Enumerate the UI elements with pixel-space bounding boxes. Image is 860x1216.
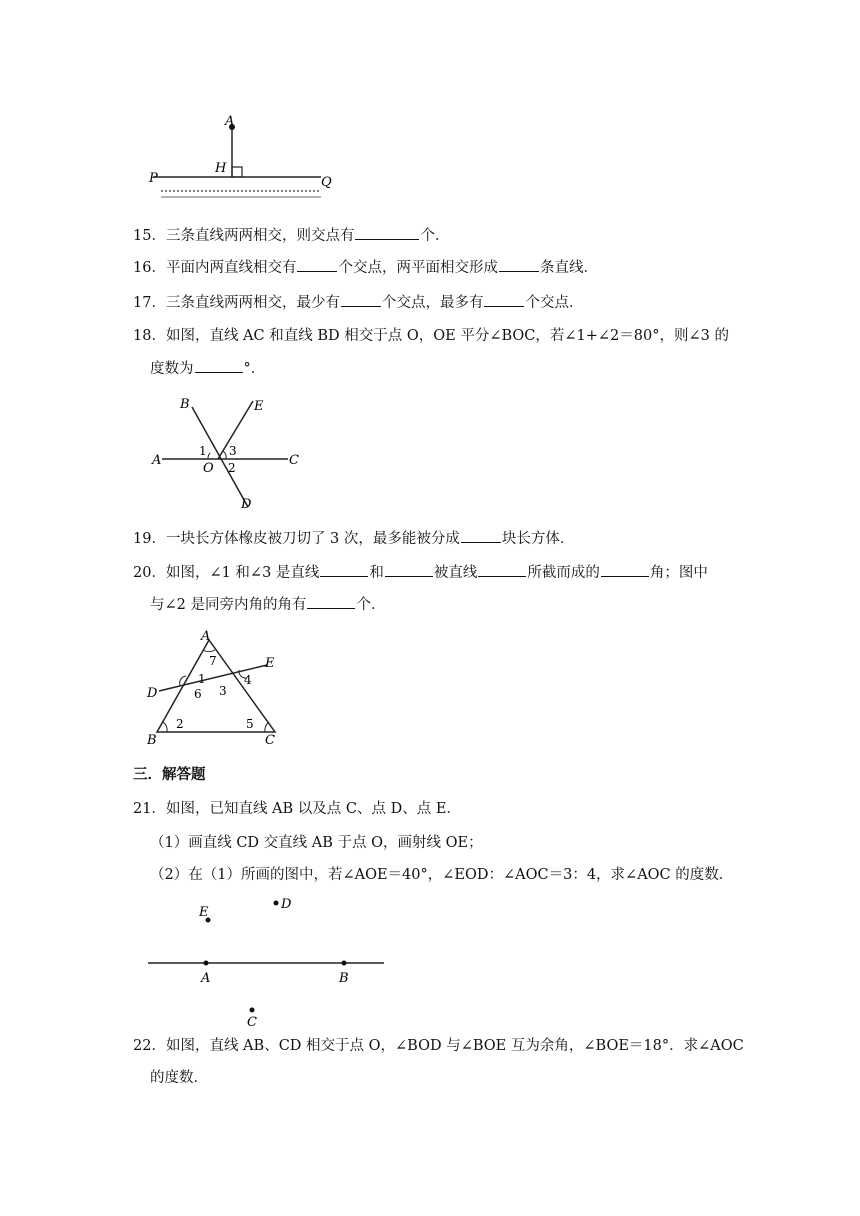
question-19: 19．一块长方体橡皮被刀切了 3 次，最多能被分成 块长方体． — [133, 528, 574, 549]
label-A: A — [201, 629, 211, 644]
label-B: B — [339, 971, 349, 986]
label-P: P — [149, 171, 158, 186]
label-B: B — [147, 733, 157, 748]
angle-arc-3 — [223, 451, 226, 459]
question-15: 15．三条直线两两相交，则交点有 个． — [133, 225, 449, 246]
point-D — [274, 901, 279, 906]
label-E: E — [254, 399, 264, 414]
question-18-line1: 18．如图，直线 AC 和直线 BD 相交于点 O，OE 平分∠BOC，若∠1+∠2＝80°，则∠3 的 — [133, 328, 729, 344]
angle-5: 5 — [246, 717, 254, 731]
question-18-line2: 度数为 °． — [150, 358, 265, 379]
figure-points-21 — [148, 893, 384, 1031]
answer-blank[interactable] — [385, 562, 433, 577]
figure-angles-18 — [148, 393, 303, 513]
label-E: E — [265, 656, 275, 671]
answer-blank[interactable] — [461, 528, 501, 543]
answer-blank[interactable] — [195, 358, 243, 373]
label-B: B — [180, 397, 190, 412]
answer-blank[interactable] — [341, 292, 381, 307]
question-20-line2: 与∠2 是同旁内角的角有 个． — [150, 594, 385, 615]
point-C — [250, 1008, 255, 1013]
section-title: 三．解答题 — [133, 767, 206, 783]
angle-7: 7 — [209, 654, 217, 668]
answer-blank[interactable] — [355, 225, 419, 240]
label-A: A — [225, 114, 235, 129]
label-D: D — [147, 686, 158, 701]
answer-blank[interactable] — [499, 257, 539, 272]
answer-blank[interactable] — [484, 292, 524, 307]
answer-blank[interactable] — [297, 257, 337, 272]
label-Q: Q — [321, 175, 332, 190]
question-20-line1: 20．如图，∠1 和∠3 是直线 和 被直线 所截而成的 角；图中 — [133, 562, 708, 583]
angle-1: 1 — [198, 672, 206, 686]
answer-blank[interactable] — [601, 562, 649, 577]
angle-4: 4 — [244, 673, 252, 687]
angle-3: 3 — [219, 684, 227, 698]
answer-blank[interactable] — [320, 562, 368, 577]
right-angle-mark — [232, 167, 242, 177]
angle-2: 2 — [176, 717, 184, 731]
question-16: 16．平面内两直线相交有 个交点，两平面相交形成 条直线． — [133, 257, 598, 278]
question-17: 17．三条直线两两相交，最少有 个交点，最多有 个交点． — [133, 292, 583, 313]
question-21-line1: 21．如图，已知直线 AB 以及点 C、点 D、点 E． — [133, 801, 461, 817]
question-21-sub2: （2）在（1）所画的图中，若∠AOE＝40°，∠EOD：∠AOC＝3：4，求∠AOC 的度数． — [150, 867, 734, 883]
label-C: C — [247, 1015, 257, 1030]
label-D: D — [241, 497, 252, 512]
angle-arc-1 — [208, 453, 210, 459]
label-E: E — [199, 905, 209, 920]
label-D: D — [281, 897, 292, 912]
question-22-line2: 的度数． — [150, 1070, 208, 1086]
label-O: O — [203, 461, 214, 476]
question-21-sub1: （1）画直线 CD 交直线 AB 于点 O，画射线 OE； — [150, 835, 483, 851]
question-22-line1: 22．如图，直线 AB、CD 相交于点 O，∠BOD 与∠BOE 互为余角，∠BOE＝18°．求∠AOC — [133, 1038, 744, 1054]
angle-3: 3 — [229, 444, 237, 458]
answer-blank[interactable] — [307, 594, 355, 609]
label-C: C — [289, 453, 299, 468]
figure-triangle-20 — [143, 628, 288, 748]
label-A: A — [201, 971, 211, 986]
figure-perpendicular — [143, 110, 338, 205]
arc-2 — [163, 722, 167, 732]
point-B — [342, 961, 347, 966]
angle-6: 6 — [194, 687, 202, 701]
point-A — [204, 961, 209, 966]
label-H: H — [215, 161, 227, 176]
label-A: A — [152, 453, 162, 468]
arc-7 — [203, 650, 215, 652]
angle-2: 2 — [228, 461, 236, 475]
label-C: C — [265, 733, 275, 748]
answer-blank[interactable] — [478, 562, 526, 577]
angle-1: 1 — [199, 444, 207, 458]
